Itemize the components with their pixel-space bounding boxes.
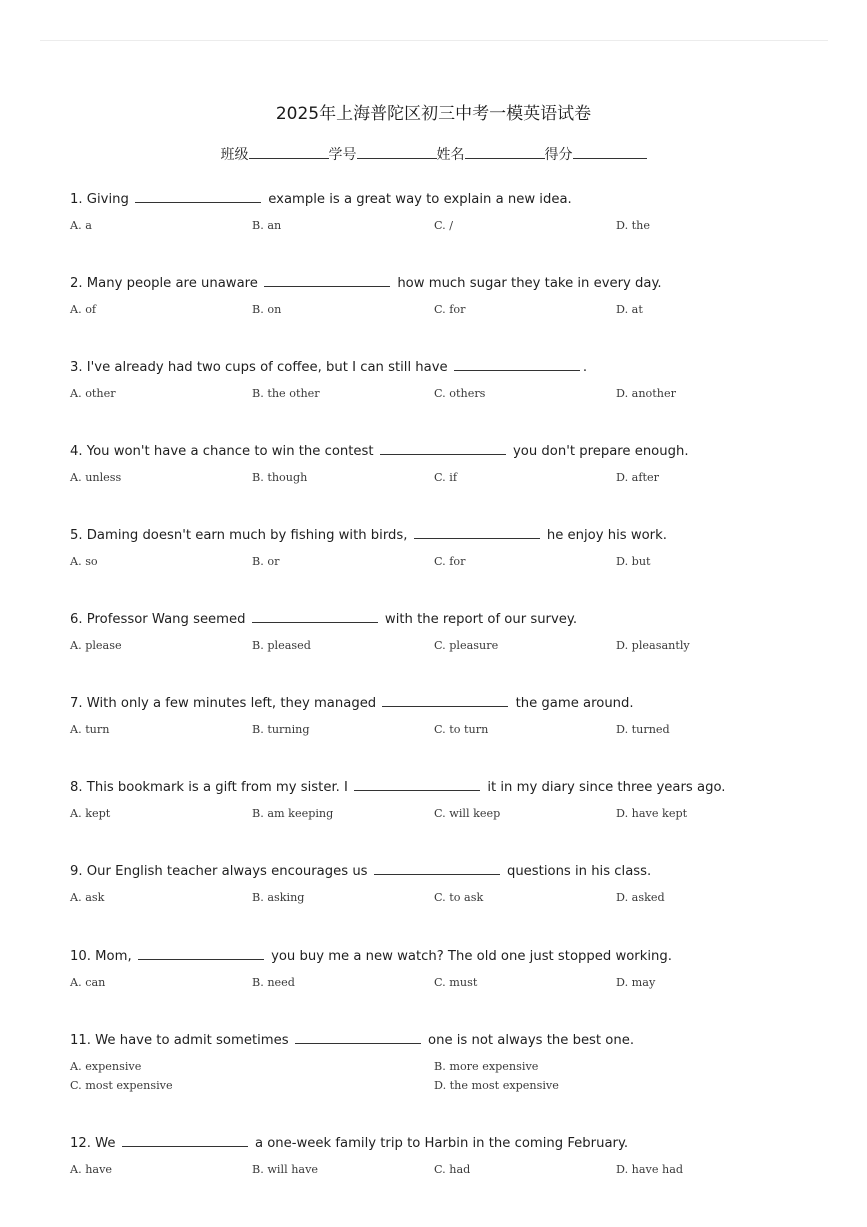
option-a[interactable]: A. unless xyxy=(70,471,122,484)
option-d[interactable]: D. have kept xyxy=(616,807,688,820)
question-5 xyxy=(70,525,830,571)
question-text-after: questions in his class. xyxy=(506,864,652,879)
option-d[interactable]: D. after xyxy=(616,471,659,484)
options-row xyxy=(70,1163,830,1179)
option-b[interactable]: B. or xyxy=(252,555,280,568)
question-12 xyxy=(70,1133,830,1179)
options-row xyxy=(70,807,830,823)
student-id-field xyxy=(329,144,437,164)
options-row xyxy=(70,723,830,739)
question-text-before: 5. Daming doesn't earn much by fishing with birds, xyxy=(70,528,408,543)
option-c[interactable]: C. must xyxy=(434,976,478,989)
score-blank[interactable] xyxy=(573,144,647,159)
question-stem xyxy=(70,693,830,713)
header-divider xyxy=(40,40,828,41)
options-row xyxy=(70,471,830,487)
question-text-before: 9. Our English teacher always encourages us xyxy=(70,864,368,879)
question-text-after: you buy me a new watch? The old one just stopped working. xyxy=(271,949,672,964)
question-text-before: 6. Professor Wang seemed xyxy=(70,612,246,627)
class-blank[interactable] xyxy=(249,144,329,159)
question-text-after: example is a great way to explain a new idea. xyxy=(268,192,572,207)
option-c[interactable]: C. will keep xyxy=(434,807,501,820)
question-stem xyxy=(70,441,830,461)
name-blank[interactable] xyxy=(465,144,545,159)
option-b[interactable]: B. turning xyxy=(252,723,310,736)
question-text-before: 3. I've already had two cups of coffee, but I can still have xyxy=(70,360,448,375)
question-3 xyxy=(70,357,830,403)
option-c[interactable]: C. others xyxy=(434,387,486,400)
option-a[interactable]: A. turn xyxy=(70,723,110,736)
question-text-after: a one-week family trip to Harbin in the coming February. xyxy=(254,1136,629,1151)
option-b[interactable]: B. though xyxy=(252,471,308,484)
option-b[interactable]: B. need xyxy=(252,976,295,989)
question-text-before: 1. Giving xyxy=(70,192,129,207)
question-text-before: 11. We have to admit sometimes xyxy=(70,1033,289,1048)
option-b[interactable]: B. on xyxy=(252,303,282,316)
option-d[interactable]: D. another xyxy=(616,387,676,400)
question-11 xyxy=(70,1030,830,1096)
answer-blank[interactable] xyxy=(135,189,261,203)
option-a[interactable]: A. expensive xyxy=(70,1060,142,1073)
score-label: 得分 xyxy=(544,147,573,163)
question-text-after: you don't prepare enough. xyxy=(513,444,689,459)
option-b[interactable]: B. the other xyxy=(252,387,320,400)
answer-blank[interactable] xyxy=(264,273,390,287)
question-9 xyxy=(70,861,830,907)
question-stem xyxy=(70,525,830,545)
name-label: 姓名 xyxy=(436,147,465,163)
option-d[interactable]: D. but xyxy=(616,555,651,568)
question-text-after: it in my diary since three years ago. xyxy=(487,780,726,795)
option-a[interactable]: A. ask xyxy=(70,891,105,904)
options-grid xyxy=(70,1060,830,1096)
options-row xyxy=(70,387,830,403)
question-text-before: 8. This bookmark is a gift from my sister. I xyxy=(70,780,348,795)
option-a[interactable]: A. please xyxy=(70,639,122,652)
option-d[interactable]: D. the xyxy=(616,219,651,232)
options-row xyxy=(70,555,830,571)
question-stem xyxy=(70,1133,830,1153)
options-row xyxy=(70,303,830,319)
question-stem xyxy=(70,273,830,293)
score-field xyxy=(545,144,647,164)
option-d[interactable]: D. at xyxy=(616,303,643,316)
option-a[interactable]: A. other xyxy=(70,387,116,400)
question-10 xyxy=(70,946,830,992)
question-text-after: . xyxy=(582,360,588,375)
class-field xyxy=(221,144,329,164)
question-6 xyxy=(70,609,830,655)
option-a[interactable]: A. kept xyxy=(70,807,111,820)
option-b[interactable]: B. asking xyxy=(252,891,305,904)
answer-blank[interactable] xyxy=(380,441,506,455)
question-stem xyxy=(70,189,830,209)
answer-blank[interactable] xyxy=(252,609,378,623)
options-row xyxy=(70,219,830,235)
page-title: 2025年上海普陀区初三中考一模英语试卷 xyxy=(275,104,592,124)
option-d[interactable]: D. the most expensive xyxy=(434,1079,559,1092)
answer-blank[interactable] xyxy=(138,946,264,960)
answer-blank[interactable] xyxy=(374,861,500,875)
option-a[interactable]: A. can xyxy=(70,976,106,989)
question-text-after: how much sugar they take in every day. xyxy=(397,276,662,291)
option-d[interactable]: D. have had xyxy=(616,1163,684,1176)
question-stem xyxy=(70,777,830,797)
option-c[interactable]: C. pleasure xyxy=(434,639,499,652)
question-1 xyxy=(70,189,830,235)
question-text-before: 10. Mom, xyxy=(70,949,132,964)
option-c[interactable]: C. to turn xyxy=(434,723,489,736)
question-text-before: 12. We xyxy=(70,1136,116,1151)
option-c[interactable]: C. most expensive xyxy=(70,1079,173,1092)
answer-blank[interactable] xyxy=(382,693,508,707)
option-a[interactable]: A. have xyxy=(70,1163,113,1176)
question-text-before: 4. You won't have a chance to win the contest xyxy=(70,444,374,459)
question-stem xyxy=(70,609,830,629)
option-a[interactable]: A. a xyxy=(70,219,92,232)
question-text-after: the game around. xyxy=(515,696,634,711)
question-text-after: he enjoy his work. xyxy=(546,528,667,543)
student-info-line xyxy=(0,144,867,164)
option-c[interactable]: C. for xyxy=(434,555,466,568)
option-c[interactable]: C. had xyxy=(434,1163,471,1176)
question-text-before: 7. With only a few minutes left, they managed xyxy=(70,696,377,711)
option-d[interactable]: D. asked xyxy=(616,891,665,904)
option-c[interactable]: C. to ask xyxy=(434,891,484,904)
option-c[interactable]: C. if xyxy=(434,471,457,484)
option-b[interactable]: B. am keeping xyxy=(252,807,334,820)
question-7 xyxy=(70,693,830,739)
student-id-blank[interactable] xyxy=(357,144,437,159)
option-c[interactable]: C. / xyxy=(434,219,454,232)
option-d[interactable]: D. turned xyxy=(616,723,670,736)
name-field xyxy=(437,144,545,164)
question-stem xyxy=(70,861,830,881)
option-a[interactable]: A. so xyxy=(70,555,98,568)
option-b[interactable]: B. an xyxy=(252,219,282,232)
question-stem xyxy=(70,357,830,377)
options-row xyxy=(70,976,830,992)
class-label: 班级 xyxy=(220,147,249,163)
option-b[interactable]: B. will have xyxy=(252,1163,319,1176)
question-text-after: with the report of our survey. xyxy=(384,612,578,627)
option-b[interactable]: B. pleased xyxy=(252,639,311,652)
question-text-before: 2. Many people are unaware xyxy=(70,276,258,291)
question-4 xyxy=(70,441,830,487)
option-d[interactable]: D. may xyxy=(616,976,656,989)
option-a[interactable]: A. of xyxy=(70,303,97,316)
options-row xyxy=(70,639,830,655)
answer-blank[interactable] xyxy=(122,1133,248,1147)
question-8 xyxy=(70,777,830,823)
answer-blank[interactable] xyxy=(295,1030,421,1044)
answer-blank[interactable] xyxy=(414,525,540,539)
answer-blank[interactable] xyxy=(354,777,480,791)
question-2 xyxy=(70,273,830,319)
option-b[interactable]: B. more expensive xyxy=(434,1060,539,1073)
option-c[interactable]: C. for xyxy=(434,303,466,316)
student-id-label: 学号 xyxy=(328,147,357,163)
question-stem xyxy=(70,946,830,966)
option-d[interactable]: D. pleasantly xyxy=(616,639,690,652)
options-row xyxy=(70,891,830,907)
question-stem xyxy=(70,1030,830,1050)
question-text-after: one is not always the best one. xyxy=(428,1033,635,1048)
answer-blank[interactable] xyxy=(454,357,580,371)
